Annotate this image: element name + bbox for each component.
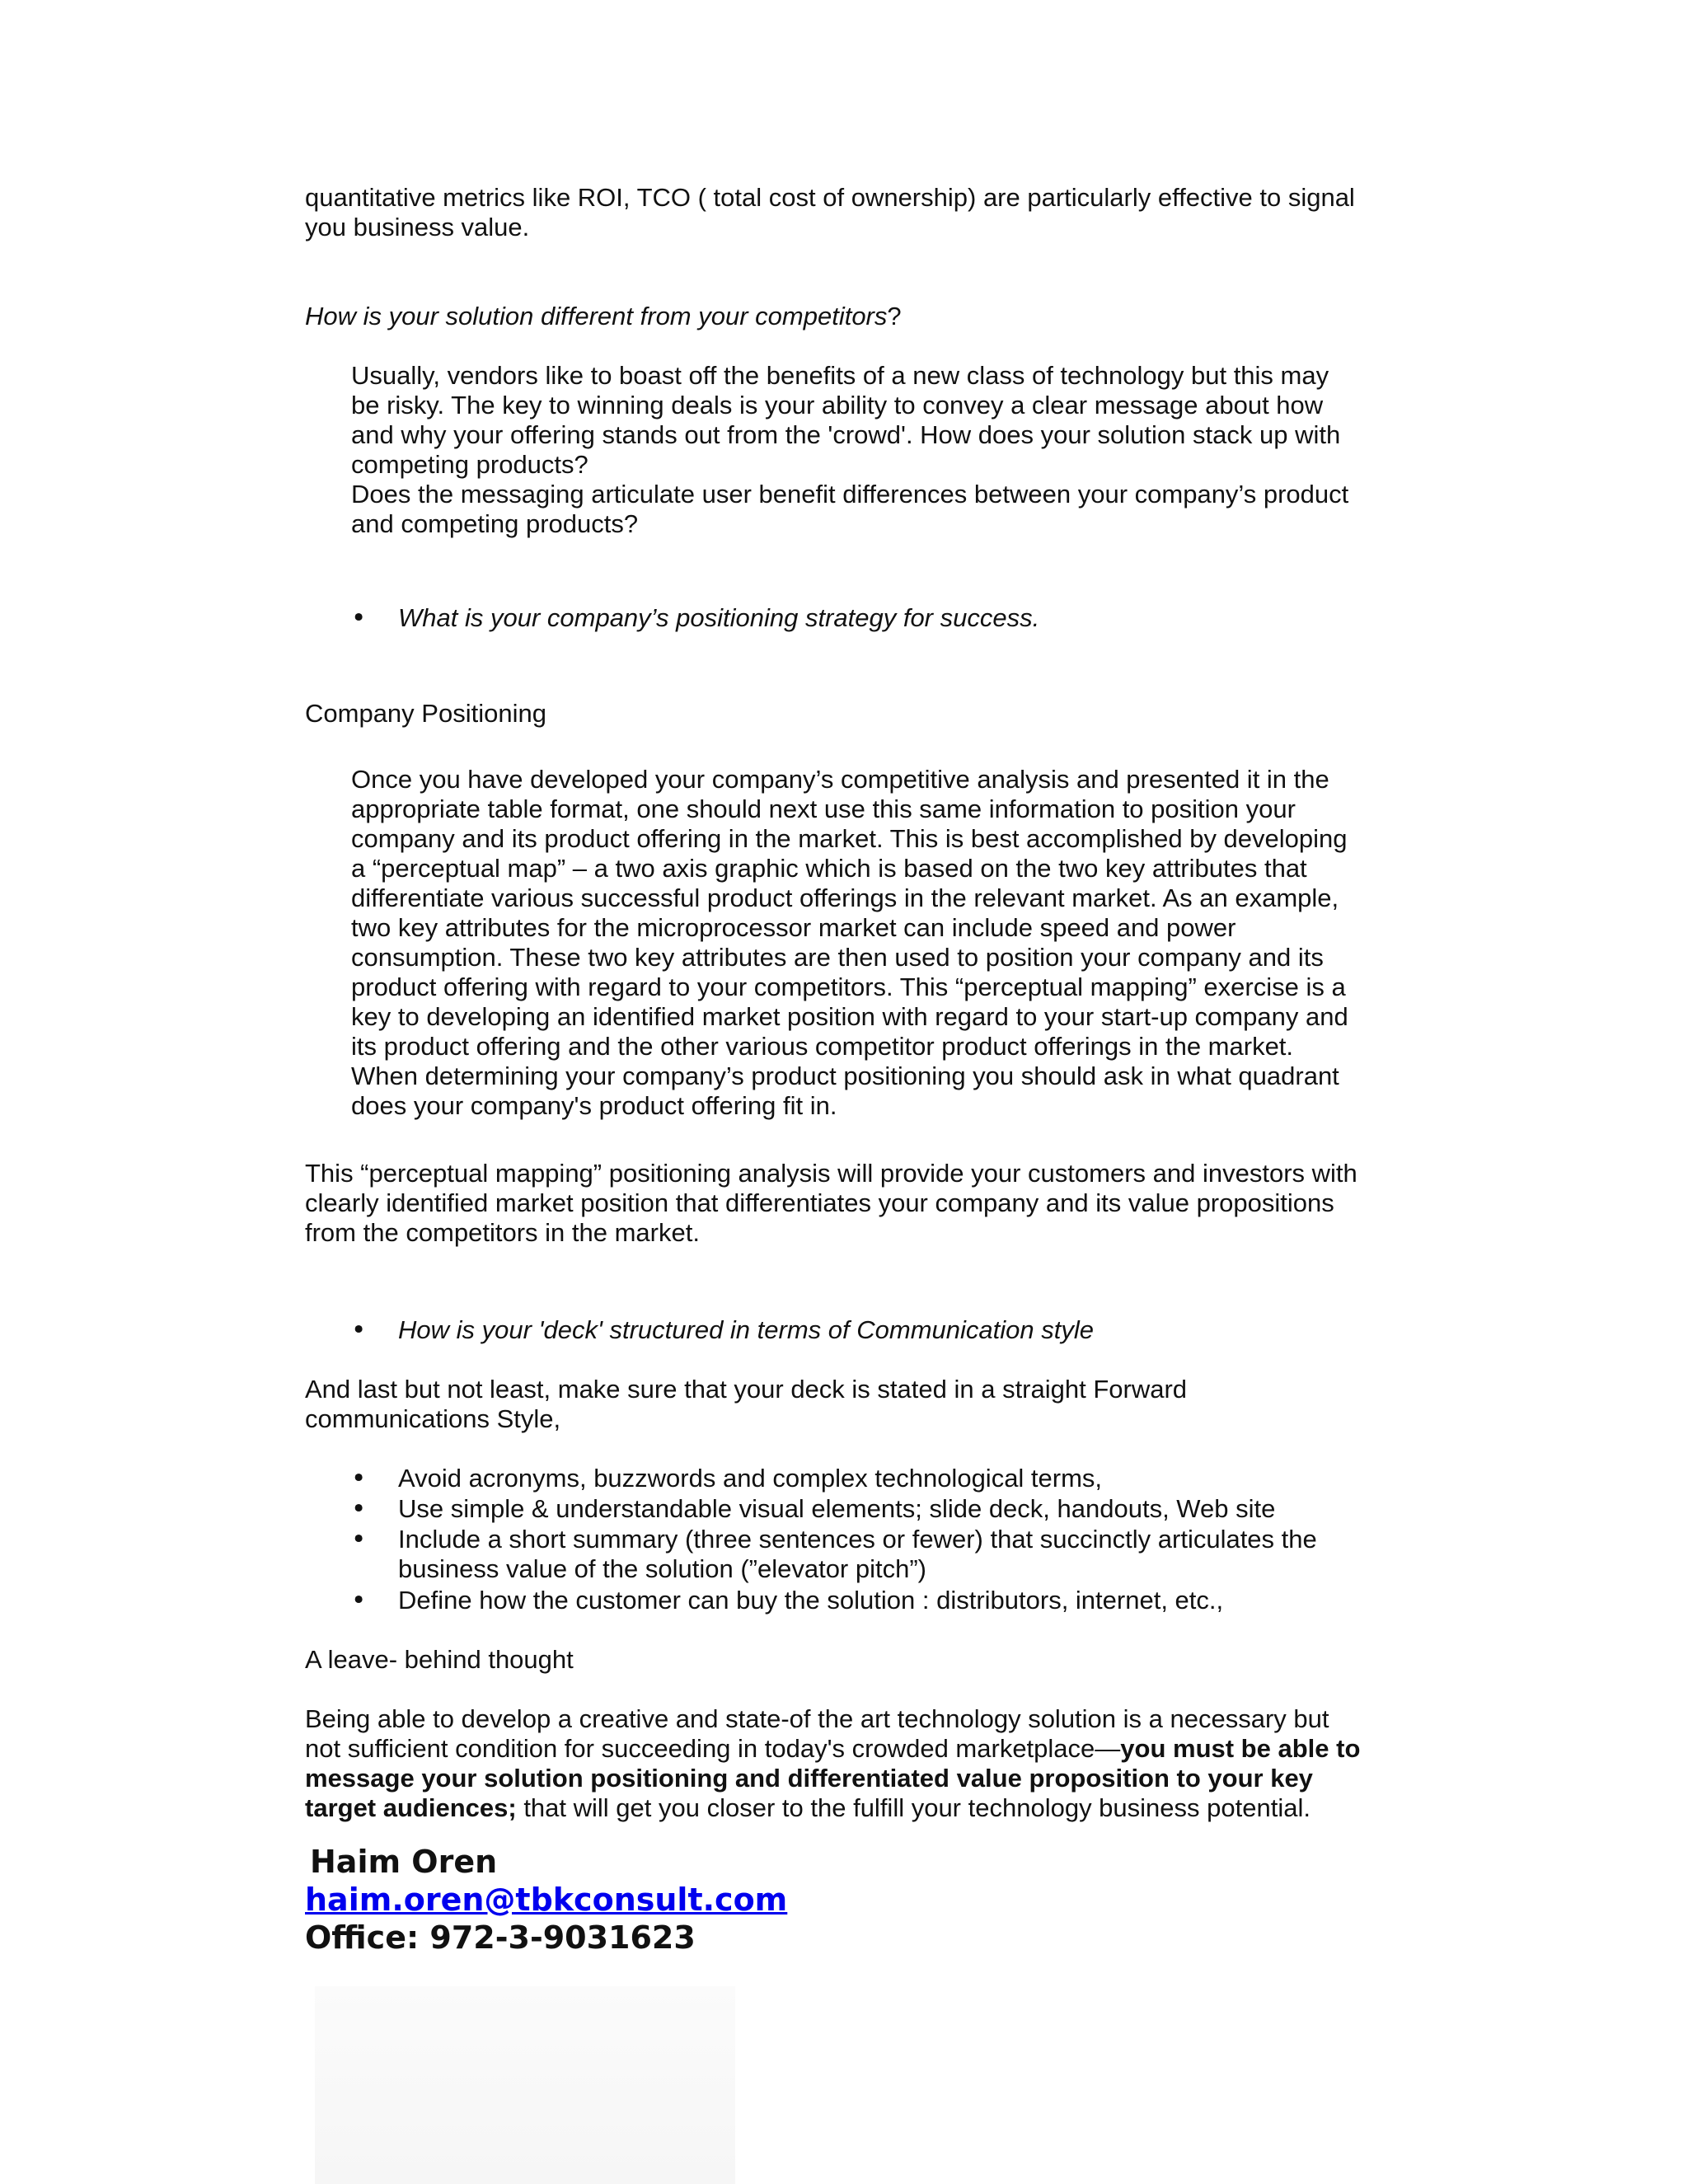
paragraph-line: This “perceptual mapping” positioning analysis will provide your customers and investors with xyxy=(305,1159,1357,1188)
paragraph-line: two key attributes for the microprocessor market can include speed and power xyxy=(351,913,1236,942)
tip-text: Include a short summary (three sentences or fewer) that succinctly articulates the xyxy=(398,1525,1317,1554)
last-point-paragraph xyxy=(305,1375,1393,1434)
tip-text: Avoid acronyms, buzzwords and complex technological terms, xyxy=(398,1464,1103,1493)
paragraph-line: communications Style, xyxy=(305,1404,561,1433)
paragraph-line: a “perceptual map” – a two axis graphic which is based on the two key attributes that xyxy=(351,854,1307,883)
bullet-icon: • xyxy=(351,1525,367,1554)
competitors-paragraph xyxy=(351,361,1393,539)
intro-line: you business value. xyxy=(305,213,530,241)
intro-paragraph xyxy=(305,183,1393,242)
paragraph-line: Once you have developed your company’s competitive analysis and presented it in the xyxy=(351,765,1329,794)
paragraph-line: clearly identified market position that differentiates your company and its value propositions xyxy=(305,1188,1334,1217)
paragraph-line: When determining your company’s product positioning you should ask in what quadrant xyxy=(351,1062,1339,1090)
section-heading: A leave- behind thought xyxy=(305,1645,574,1674)
paragraph-line: Usually, vendors like to boast off the benefits of a new class of technology but this may xyxy=(351,361,1329,390)
bullet-icon: • xyxy=(351,1586,367,1615)
office-phone: Office: 972-3-9031623 xyxy=(305,1919,696,1956)
tip-text: Define how the customer can buy the solution : distributors, internet, etc., xyxy=(398,1586,1224,1615)
paragraph-line: company and its product offering in the market. This is best accomplished by developing xyxy=(351,824,1348,853)
paragraph-line: key to developing an identified market position with regard to your start-up company and xyxy=(351,1002,1348,1031)
paragraph-text: not sufficient condition for succeeding in today's crowded marketplace— xyxy=(305,1734,1121,1763)
paragraph-line: appropriate table format, one should next use this same information to position your xyxy=(351,794,1296,823)
email-link[interactable]: haim.oren@tbkconsult.com xyxy=(305,1882,788,1918)
tip-text: Use simple & understandable visual elements; slide deck, handouts, Web site xyxy=(398,1494,1276,1523)
paragraph-line: and why your offering stands out from the 'crowd'. How does your solution stack up with xyxy=(351,420,1341,449)
section-heading: Company Positioning xyxy=(305,699,546,728)
bullet-icon: • xyxy=(351,603,367,633)
paragraph-line: consumption. These two key attributes are then used to position your company and its xyxy=(351,943,1324,972)
bullet-icon: • xyxy=(351,1315,367,1345)
company-positioning-paragraph xyxy=(351,765,1393,1121)
paragraph-line: differentiate various successful product offerings in the relevant market. As an example, xyxy=(351,883,1339,912)
section-heading-company-positioning xyxy=(305,699,1393,729)
intro-line: quantitative metrics like ROI, TCO ( total cost of ownership) are particularly effective to signal xyxy=(305,183,1355,212)
paragraph-line: And last but not least, make sure that your deck is stated in a straight Forward xyxy=(305,1375,1188,1404)
emphasis-text: target audiences; xyxy=(305,1793,517,1822)
paragraph-text: that will get you closer to the fulfill your technology business potential. xyxy=(516,1793,1311,1822)
paragraph-line: and competing products? xyxy=(351,509,639,538)
paragraph-line: be risky. The key to winning deals is your ability to convey a clear message about how xyxy=(351,391,1324,419)
bullet-text: What is your company’s positioning strategy for success. xyxy=(398,603,1040,632)
paragraph-line: does your company's product offering fit in. xyxy=(351,1091,837,1120)
tip-text: business value of the solution (”elevator pitch”) xyxy=(398,1554,926,1583)
competitors-question xyxy=(305,302,1393,331)
section-heading-leave-behind xyxy=(305,1645,1393,1675)
bullet-text: How is your 'deck' structured in terms of Communication style xyxy=(398,1315,1094,1344)
signature-name: Haim Oren xyxy=(310,1844,498,1880)
emphasis-text: message your solution positioning and differentiated value proposition to your key xyxy=(305,1764,1313,1793)
paragraph-line: product offering with regard to your competitors. This “perceptual mapping” exercise is a xyxy=(351,972,1346,1001)
paragraph-line: from the competitors in the market. xyxy=(305,1218,700,1247)
paragraph-line: Being able to develop a creative and state-of the art technology solution is a necessary but xyxy=(305,1704,1329,1733)
competitors-question-text: How is your solution different from your competitors xyxy=(305,302,888,330)
question-mark: ? xyxy=(887,302,902,330)
bullet-icon: • xyxy=(351,1494,367,1524)
background-shade xyxy=(315,1986,735,2184)
paragraph-line: its product offering and the other various competitor product offerings in the market. xyxy=(351,1032,1294,1061)
paragraph-line: Does the messaging articulate user benefit differences between your company’s product xyxy=(351,480,1349,509)
paragraph-line: competing products? xyxy=(351,450,588,479)
leave-behind-paragraph xyxy=(305,1704,1393,1823)
bullet-icon: • xyxy=(351,1464,367,1493)
emphasis-text: you must be able to xyxy=(1120,1734,1361,1763)
mapping-summary-paragraph xyxy=(305,1159,1393,1248)
